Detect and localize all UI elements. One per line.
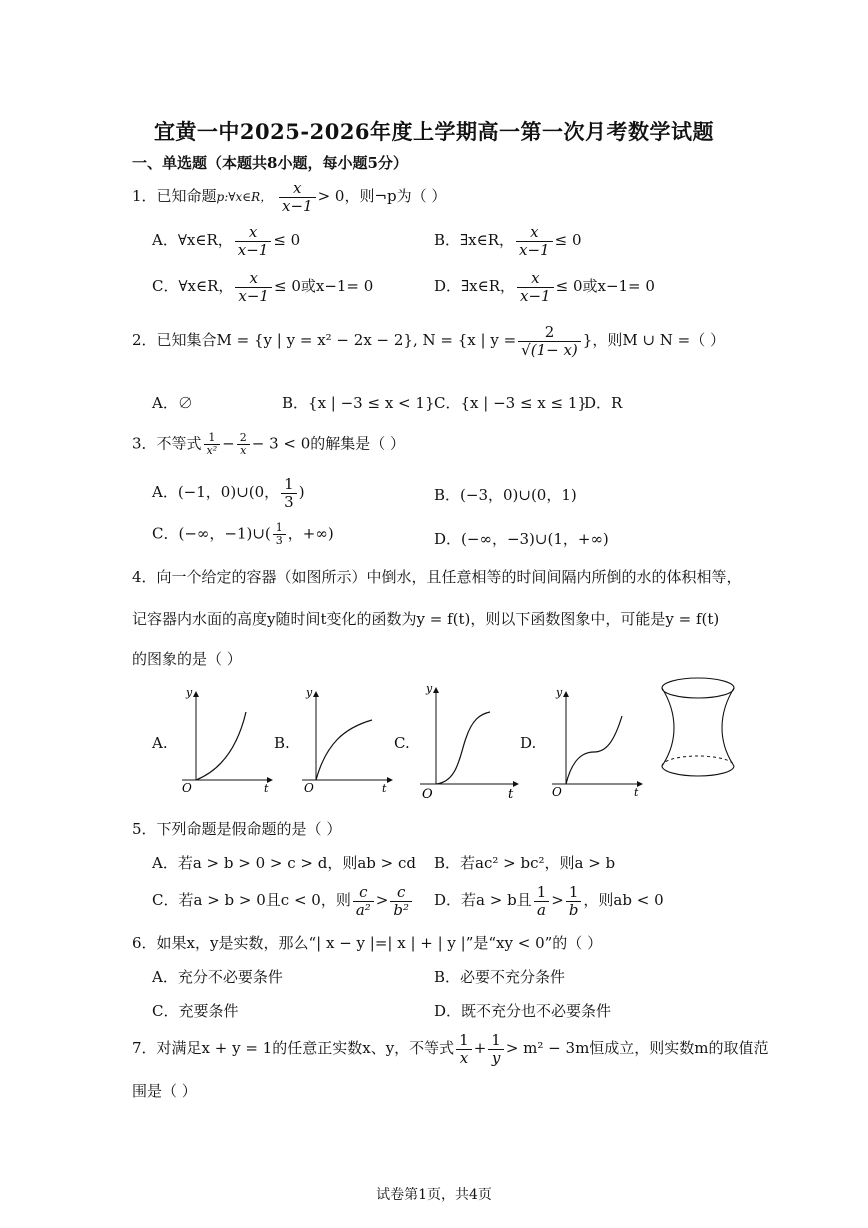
q5-d-n1: 1 — [534, 884, 550, 902]
q5-c-mid: > — [375, 891, 389, 909]
q7-n1: 1 — [456, 1032, 472, 1050]
q1-b-label: B． — [434, 231, 461, 249]
q5-d-pre: D．若a > b且 — [434, 891, 532, 909]
q1-c-pre: ∀x∈R， — [178, 277, 234, 295]
section-heading: 一、单选题（本题共8小题，每小题5分） — [132, 154, 408, 172]
q2-set-post: } — [582, 331, 593, 349]
q3-option-c — [152, 522, 334, 547]
q5-c-d2: b² — [393, 900, 409, 919]
q3-a-pre: A．(−1，0)∪(0， — [152, 483, 280, 501]
graph-d-y-label: y — [556, 686, 563, 699]
container-figure — [656, 674, 742, 784]
question-2-stem — [132, 324, 725, 358]
q5-d-frac1 — [534, 884, 550, 918]
q2-stem-b: ，则M ∪ N =（ ） — [592, 331, 726, 349]
graph-label-c: C. — [394, 734, 410, 752]
q4-line-1: 4．向一个给定的容器（如图所示）中倒水，且任意相等的时间间隔内所倒的水的体积相等， — [132, 568, 742, 586]
graph-label-b: B. — [274, 734, 290, 752]
graph-a-y-label: y — [186, 686, 193, 699]
q7-stem-a: 7．对满足x + y = 1的任意正实数x、y，不等式 — [132, 1039, 455, 1057]
q1-a-label: A． — [152, 231, 178, 249]
q1-option-d — [434, 270, 655, 304]
q1-c-den: x−1 — [238, 286, 269, 305]
q7-d1: x — [459, 1048, 469, 1067]
q1-b-post: ≤ 0 — [554, 231, 582, 249]
q5-c-pre: C．若a > b > 0且c < 0，则 — [152, 891, 351, 909]
q6-option-a: A．充分不必要条件 — [152, 968, 283, 986]
q1-c-num: x — [235, 270, 272, 288]
graph-b — [296, 684, 396, 796]
graph-a — [176, 684, 276, 796]
q5-c-frac2 — [390, 884, 412, 918]
q1-fraction — [279, 180, 316, 214]
question-6-stem: 6．如果x，y是实数，那么“| x − y |=| x | + | y |”是“xy < 0”的（ ） — [132, 934, 603, 952]
graph-c-curve — [436, 712, 490, 784]
q1-d-num: x — [517, 270, 554, 288]
q1-a-pre: ∀x∈R， — [177, 231, 233, 249]
q7-frac1 — [456, 1032, 472, 1066]
q3-c-frac — [273, 522, 286, 547]
q3-stem-b: − 3 < 0的解集是（ ） — [251, 434, 406, 453]
graph-a-t-label: t — [264, 782, 269, 795]
q5-d-n2: 1 — [566, 884, 582, 902]
q1-d-post: ≤ 0或x−1= 0 — [555, 277, 655, 295]
q3-minus: − — [222, 434, 235, 453]
q3-stem-a: 3．不等式 — [132, 434, 202, 453]
question-7-stem — [132, 1032, 769, 1066]
q3-option-b: B．(−3，0)∪(0，1) — [434, 486, 577, 504]
q1-b-den: x−1 — [519, 240, 550, 259]
question-5-stem: 5．下列命题是假命题的是（ ） — [132, 820, 342, 838]
q1-stem-b: p:∀x∈R， — [216, 190, 273, 204]
graph-a-curve — [196, 712, 246, 780]
q3-num1: 1 — [204, 432, 221, 445]
q7-stem-b: > m² − 3m恒成立，则实数m的取值范 — [505, 1039, 769, 1057]
q5-d-d1: a — [536, 900, 546, 919]
q1-c-frac — [235, 270, 272, 304]
q6-option-b: B．必要不充分条件 — [434, 968, 566, 986]
q3-den2: x — [240, 444, 247, 458]
q5-c-n2: c — [390, 884, 412, 902]
q3-a-den: 3 — [284, 492, 294, 511]
q3-c-post: ，+∞) — [287, 524, 334, 543]
container-right-side — [722, 688, 734, 766]
q2-num: 2 — [518, 324, 581, 342]
page-footer: 试卷第1页，共4页 — [376, 1187, 492, 1203]
q2-set-pre: {x | y = — [457, 331, 517, 349]
graph-d-t-label: t — [634, 786, 639, 799]
q4-line-2: 记容器内水面的高度y随时间t变化的函数为y = f(t)，则以下函数图象中，可能是y = f(t) — [132, 610, 720, 628]
container-top-rim — [662, 678, 734, 698]
q2-option-b: B．{x | −3 ≤ x < 1} — [282, 394, 435, 412]
q1-d-pre: ∃x∈R， — [461, 277, 516, 295]
graph-c-y-label: y — [426, 682, 433, 695]
graph-d-curve — [566, 716, 622, 784]
q3-c-num: 1 — [273, 522, 286, 535]
q7-plus: + — [473, 1039, 487, 1057]
q1-b-num: x — [516, 224, 553, 242]
q1-option-b — [434, 224, 582, 258]
q3-option-d: D．(−∞，−3)∪(1，+∞) — [434, 530, 609, 548]
q3-den1: x² — [206, 444, 218, 458]
q1-a-post: ≤ 0 — [273, 231, 301, 249]
q1-option-c — [152, 270, 373, 304]
q1-a-frac — [235, 224, 272, 258]
q4-line-3: 的图象的是（ ） — [132, 650, 242, 668]
q3-option-a — [152, 476, 305, 510]
q3-a-post: ) — [298, 483, 305, 501]
q5-c-frac1 — [353, 884, 374, 918]
graph-a-origin: O — [182, 781, 192, 795]
graph-c-t-label: t — [508, 787, 514, 802]
q1-frac-den: x−1 — [281, 196, 313, 215]
graph-c-origin: O — [422, 787, 433, 802]
q3-num2: 2 — [237, 432, 250, 445]
q2-frac — [518, 324, 581, 358]
graph-label-d: D. — [520, 734, 537, 752]
graph-d-origin: O — [552, 785, 562, 799]
q1-c-label: C． — [152, 277, 179, 295]
q1-stem-d: ¬p为（ ） — [374, 187, 447, 205]
q1-option-a — [152, 224, 300, 258]
q2-option-c: C．{x | −3 ≤ x ≤ 1} — [434, 394, 587, 412]
q1-d-label: D． — [434, 277, 462, 295]
q1-stem-c: > 0，则 — [317, 187, 375, 205]
q5-d-mid: > — [551, 891, 564, 909]
q3-a-frac — [281, 476, 297, 510]
q7-n2: 1 — [488, 1032, 504, 1050]
q7-frac2 — [488, 1032, 504, 1066]
q5-option-d — [434, 884, 664, 918]
q7-line-2: 围是（ ） — [132, 1082, 197, 1100]
q5-option-c — [152, 884, 414, 918]
q1-a-den: x−1 — [237, 240, 269, 259]
question-1-stem — [132, 180, 446, 214]
q3-frac1 — [204, 432, 221, 457]
graph-b-y-label: y — [306, 686, 313, 699]
q1-a-num: x — [235, 224, 272, 242]
q2-option-d: D．R — [584, 394, 623, 412]
q5-c-d1: a² — [355, 900, 371, 919]
q1-b-pre: ∃x∈R， — [460, 231, 515, 249]
container-bottom-front — [662, 766, 734, 776]
q5-d-post: ，则ab < 0 — [583, 891, 664, 909]
q3-a-num: 1 — [281, 476, 297, 494]
graph-d — [546, 684, 646, 800]
q5-option-b: B．若ac² > bc²，则a > b — [434, 854, 616, 872]
graph-b-t-label: t — [382, 782, 387, 795]
q1-b-frac — [516, 224, 553, 258]
q6-option-c: C．充要条件 — [152, 1002, 239, 1020]
graph-label-a: A. — [152, 734, 168, 752]
q6-option-d: D．既不充分也不必要条件 — [434, 1002, 612, 1020]
q1-d-den: x−1 — [520, 286, 551, 305]
graph-b-curve — [316, 720, 372, 780]
container-bottom-back — [662, 756, 734, 766]
q7-d2: y — [491, 1048, 501, 1067]
q5-option-a: A．若a > b > 0 > c > d，则ab > cd — [152, 854, 416, 872]
graph-c — [414, 680, 524, 802]
exam-title: 宜黄一中2025-2026年度上学期高一第一次月考数学试题 — [153, 119, 715, 144]
container-left-side — [662, 688, 674, 766]
q1-frac-num: x — [279, 180, 316, 198]
q1-stem-a: 1．已知命题 — [132, 187, 217, 205]
q2-stem-a: 2．已知集合M = {y | y = x² − 2x − 2}, N = — [132, 331, 453, 349]
q5-d-d2: b — [568, 900, 579, 919]
q2-option-a: A．∅ — [152, 394, 193, 412]
question-3-stem — [132, 432, 405, 457]
q1-d-frac — [517, 270, 554, 304]
graph-b-origin: O — [304, 781, 314, 795]
q3-c-pre: C．(−∞，−1)∪( — [152, 524, 271, 543]
q5-c-n1: c — [353, 884, 374, 902]
q3-c-den: 3 — [275, 534, 283, 548]
q2-den: √(1− x) — [521, 340, 578, 359]
q5-d-frac2 — [566, 884, 582, 918]
q3-frac2 — [237, 432, 250, 457]
q1-c-post: ≤ 0或x−1= 0 — [273, 277, 374, 295]
